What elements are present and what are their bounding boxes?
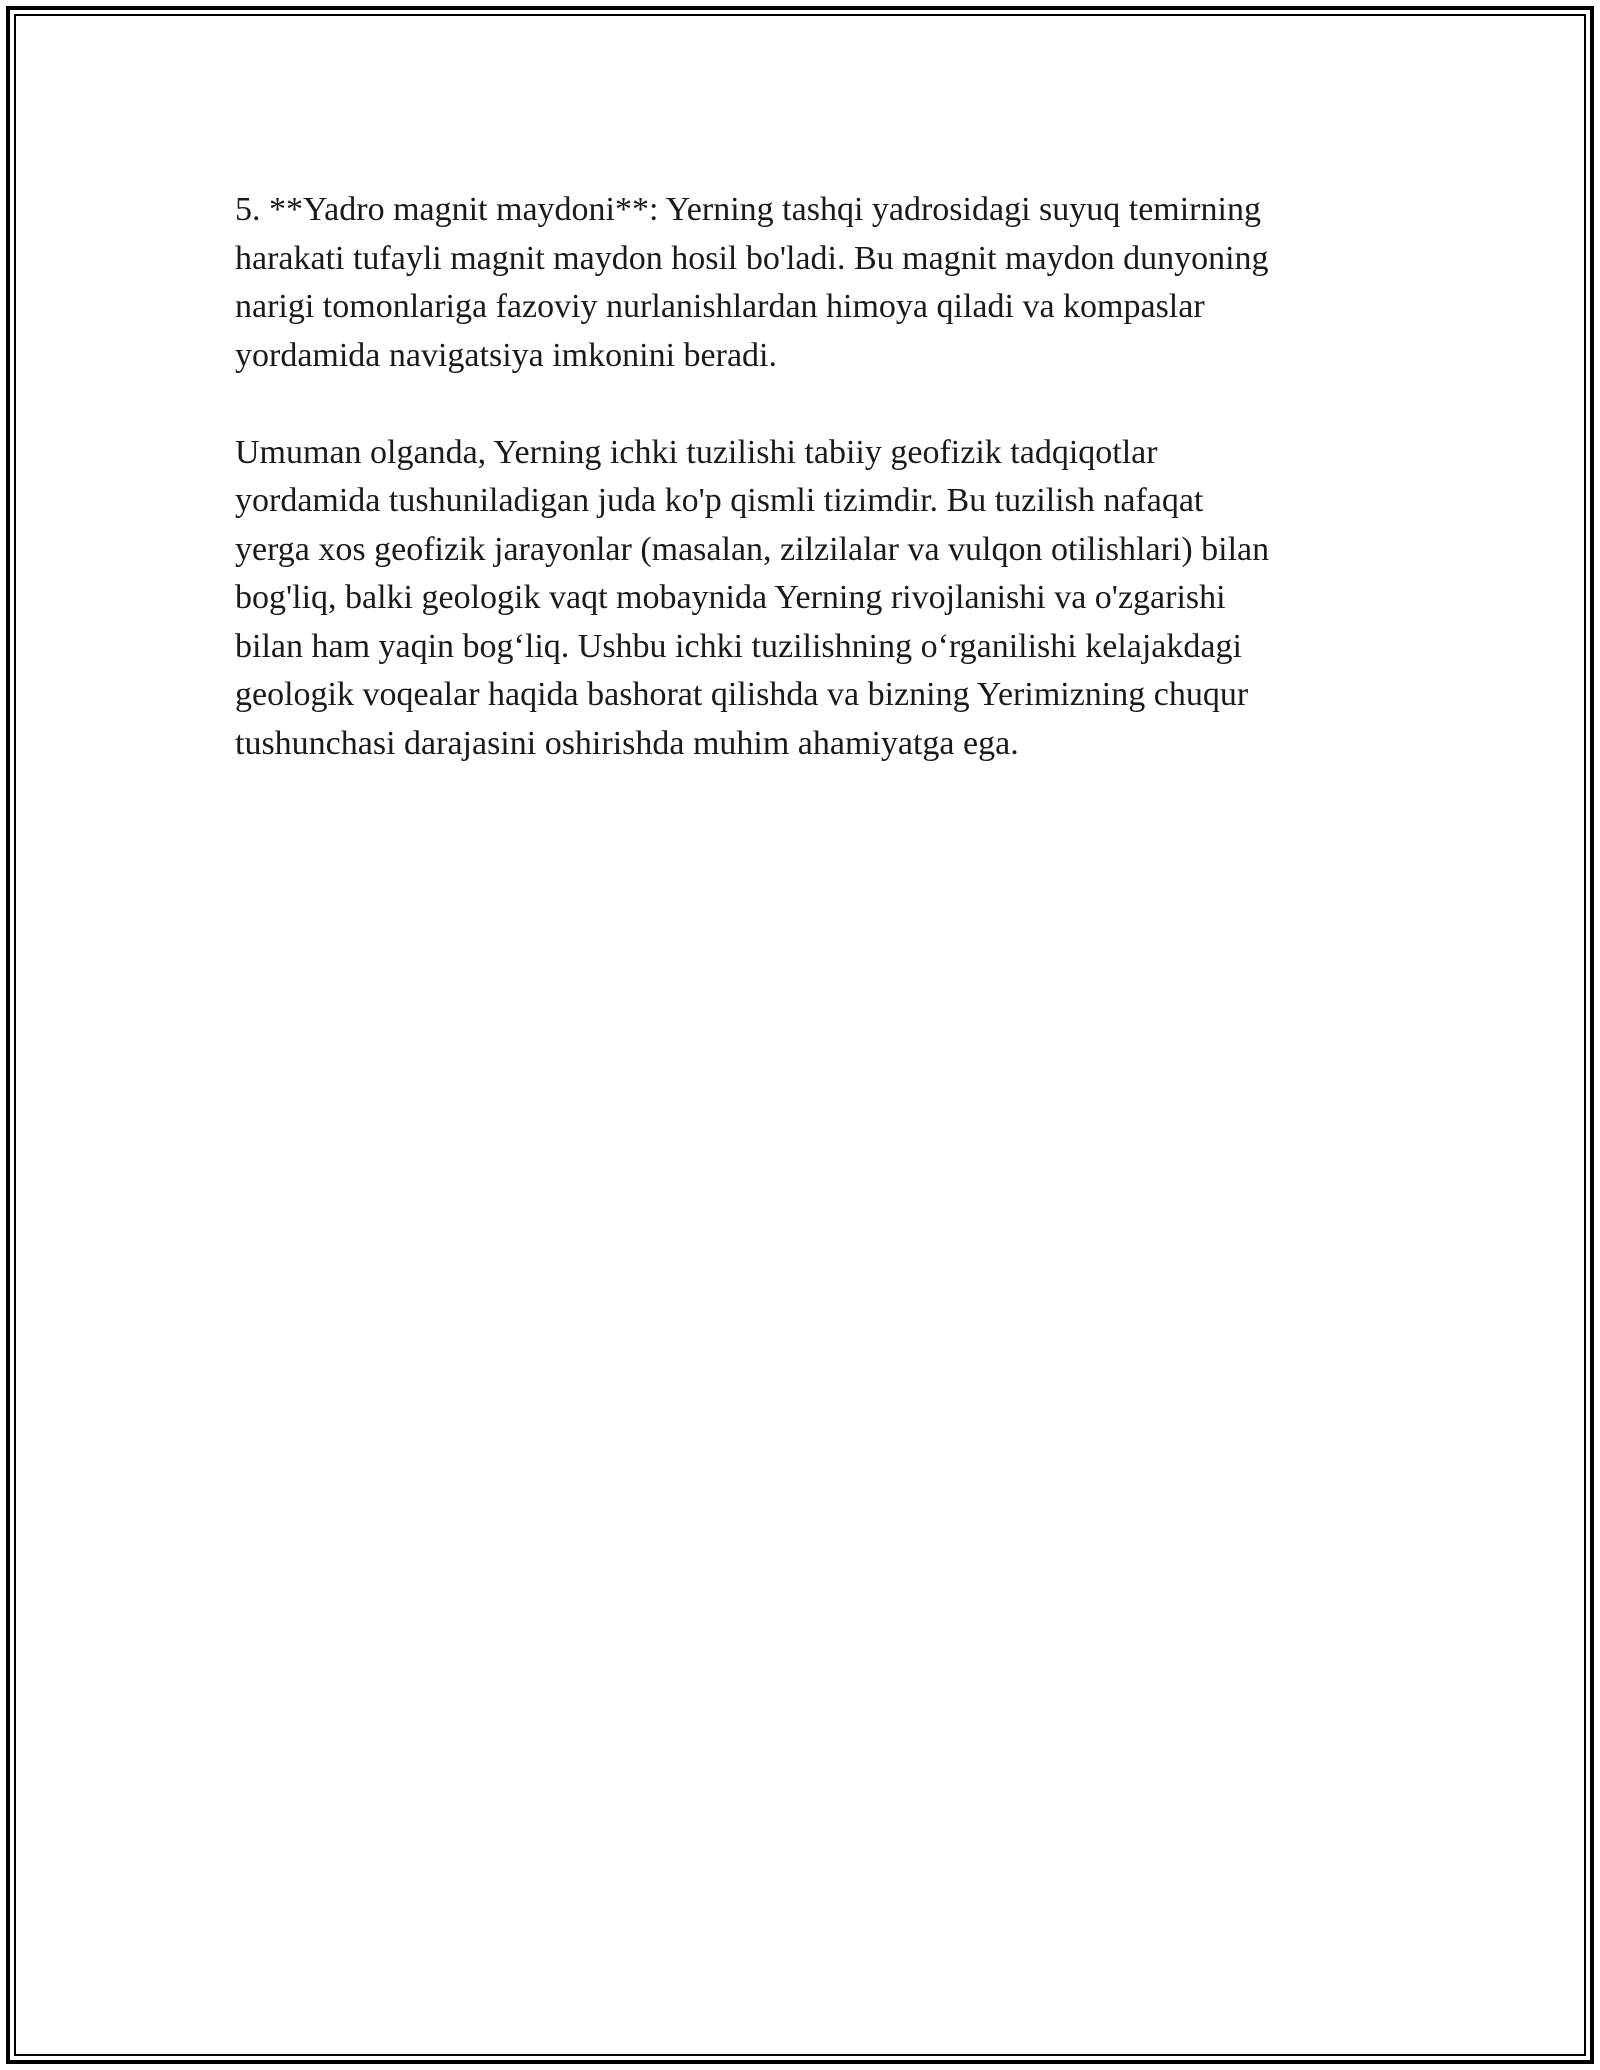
paragraph-magnetic-field: 5. **Yadro magnit maydoni**: Yerning tashqi yadrosidagi suyuq temirning harakati tufayli magnit maydon hosil bo'ladi. Bu magnit maydon dunyoning narigi tomonlariga fazoviy nurlanishlardan himoya qiladi va kompaslar yordamida navigatsiya imkonini beradi. bbox=[235, 191, 1269, 374]
document-body bbox=[235, 186, 1365, 768]
paragraph-conclusion: Umuman olganda, Yerning ichki tuzilishi tabiiy geofizik tadqiqotlar yordamida tushuniladigan juda ko'p qismli tizimdir. Bu tuzilish nafaqat yerga xos geofizik jarayonlar (masalan, zilzilalar va vulqon otilishlari) bilan bog'liq, balki geologik vaqt mobaynida Yerning rivojlanishi va o'zgarishi bilan ham yaqin bog‘liq. Ushbu ichki tuzilishning o‘rganilishi kelajakdagi geologik voqealar haqida bashorat qilishda va bizning Yerimizning chuqur tushunchasi darajasini oshirishda muhim ahamiyatga ega. bbox=[235, 433, 1270, 762]
